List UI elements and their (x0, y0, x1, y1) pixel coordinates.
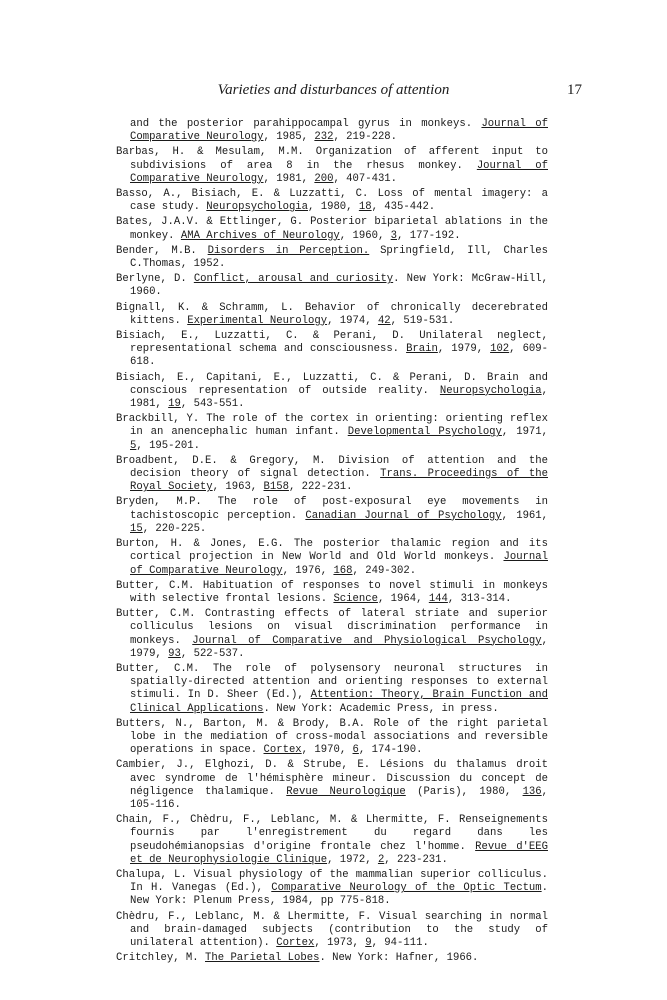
citation-text: Chain, F., Chèdru, F., Leblanc, M. & Lhermitte, F. Renseignements fournis par l'enregistrement du regard dans les pseudohémianopsias d'origine frontale chez l'homme. (116, 814, 548, 853)
citation-text: Butter, C.M. Habituation of responses to novel stimuli in monkeys with selective frontal lesions. (116, 579, 548, 605)
volume: 93 (168, 647, 181, 660)
reference-entry (116, 911, 548, 951)
reference-entry (116, 273, 548, 299)
reference-entry (116, 608, 548, 661)
citation-text: Basso, A., Bisiach, E. & Luzzatti, C. Loss of mental imagery: a case study. (116, 188, 548, 214)
citation-text: , 1980, (308, 201, 359, 214)
citation-text: Berlyne, D. (116, 273, 194, 286)
citation-text: and the posterior parahippocampal gyrus in monkeys. (130, 118, 482, 130)
citation-text: , 220-225. (142, 522, 207, 535)
source-title: Revue d'EEG et de Neurophysiologie Clinique (130, 840, 548, 866)
citation-text: , 223-231. (384, 853, 448, 866)
volume: 6 (352, 744, 359, 757)
source-title: Journal of Comparative Neurology (130, 118, 548, 144)
reference-entry (116, 455, 548, 495)
reference-entry (116, 538, 548, 578)
citation-text: Bisiach, E., Capitani, E., Luzzatti, C. & Perani, D. Brain and conscious representation of outside reality. (116, 371, 548, 397)
volume: 9 (365, 936, 372, 949)
reference-entry (116, 814, 548, 867)
reference-list (116, 118, 548, 967)
volume: 102 (490, 343, 510, 356)
reference-entry (116, 580, 548, 606)
citation-text: , 249-302. (352, 564, 417, 577)
citation-text: , 195-201. (136, 439, 200, 452)
source-title: Cortex (263, 744, 302, 757)
source-title: Attention: Theory, Brain Function and Clinical Applications (130, 689, 548, 715)
citation-text: , 174-190. (358, 744, 423, 757)
citation-text: , 1964, (377, 592, 429, 605)
volume: 200 (314, 172, 334, 185)
citation-text: , 435-442. (371, 201, 436, 214)
volume: 2 (377, 853, 385, 866)
source-title: Comparative Neurology of the Optic Tectum (271, 882, 542, 895)
reference-entry (116, 245, 548, 271)
citation-text: . New York: McGraw-Hill, 1960. (130, 273, 548, 299)
reference-entry (116, 869, 548, 909)
citation-text: , 519-531. (390, 314, 455, 327)
citation-text: , 1973, (314, 936, 366, 949)
citation-text: Bender, M.B. (116, 244, 208, 257)
citation-text: , 1963, (212, 481, 264, 494)
citation-text: Chalupa, L. Visual physiology of the mammalian superior colliculus. In H. Vanegas (Ed.), (116, 868, 548, 895)
citation-text: , 1979, (437, 343, 491, 356)
citation-text: Butters, N., Barton, M. & Brody, B.A. Role of the right parietal lobe in the mediation of cross-modal associations and reversible operations in space. (116, 717, 548, 757)
citation-text: . New York: Plenum Press, 1984, pp 775-818. (130, 882, 548, 908)
citation-text: Critchley, M. (116, 952, 206, 965)
source-title: Science (333, 592, 378, 605)
reference-entry (116, 663, 548, 716)
citation-text: , 1979, (130, 634, 548, 660)
reference-entry (116, 118, 548, 144)
citation-text: , 1971, (501, 426, 548, 439)
source-title: Developmental Psychology (347, 426, 502, 439)
volume: 3 (390, 229, 398, 242)
reference-entry (116, 496, 548, 536)
reference-entry (116, 216, 548, 242)
source-title: Journal of Comparative and Physiological Psychology (192, 634, 542, 647)
citation-text: , 219-228. (333, 131, 398, 144)
citation-text: Bates, J.A.V. & Ettlinger, G. Posterior biparietal ablations in the monkey. (116, 216, 548, 242)
reference-entry (116, 718, 548, 758)
reference-entry (116, 372, 548, 412)
citation-text: , 1960, (339, 229, 391, 242)
source-title: Disorders in Perception. (207, 244, 370, 257)
citation-text: , 94-111. (371, 936, 429, 949)
volume: 18 (358, 201, 372, 214)
citation-text: Burton, H. & Jones, E.G. The posterior thalamic region and its cortical projection in New World and Old World monkeys. (116, 538, 548, 564)
volume: 15 (130, 522, 143, 535)
citation-text: Broadbent, D.E. & Gregory, M. Division of attention and the decision theory of signal detection. (116, 454, 548, 481)
source-title: Brain (406, 343, 438, 356)
running-title: Varieties and disturbances of attention (217, 82, 450, 98)
citation-text: , 407-431. (333, 172, 398, 185)
source-title: Experimental Neurology (187, 314, 328, 327)
source-title: Conflict, arousal and curiosity (193, 273, 394, 286)
running-header (0, 82, 667, 102)
citation-text: Brackbill, Y. The role of the cortex in orienting: orienting reflex in an anencephalic human infant. (116, 413, 548, 439)
citation-text: , 543-551. (180, 398, 245, 411)
source-title: Cortex (276, 936, 315, 949)
citation-text: , 313-314. (447, 592, 512, 605)
citation-text: , 1981, (263, 172, 315, 185)
citation-text: , 177-192. (397, 229, 461, 242)
citation-text: , 222-231. (288, 481, 353, 494)
reference-entry (116, 952, 548, 965)
source-title: Trans. Proceedings of the Royal Society (130, 468, 548, 494)
volume: 232 (314, 131, 334, 144)
citation-text: , 522-537. (180, 647, 245, 660)
citation-text: , 1981, (130, 384, 548, 411)
citation-text: Bisiach, E., Luzzatti, C. & Perani, D. Unilateral neglect, representational schema and consciousness. (116, 330, 548, 356)
reference-entry (116, 302, 548, 328)
reference-entry (116, 188, 548, 214)
page-number: 17 (567, 82, 582, 98)
source-title: The Parietal Lobes (205, 952, 320, 965)
volume: B158 (263, 481, 289, 494)
volume: 19 (168, 398, 181, 411)
citation-text: , 105-116. (130, 785, 548, 811)
reference-entry (116, 330, 548, 370)
volume: 144 (428, 592, 448, 605)
citation-text: , 1961, (501, 509, 548, 522)
citation-text: Barbas, H. & Mesulam, M.M. Organization of afferent input to subdivisions of area 8 in the rhesus monkey. (116, 146, 548, 172)
citation-text: . New York: Academic Press, in press. (263, 702, 499, 715)
source-title: Journal of Comparative Neurology (130, 551, 548, 577)
citation-text: . New York: Hafner, 1966. (319, 952, 479, 965)
citation-text: Bignall, K. & Schramm, L. Behavior of chronically decerebrated kittens. (116, 301, 548, 327)
citation-text: Bryden, M.P. The role of post-exposural eye movements in tachistoscopic perception. (116, 496, 548, 522)
source-title: Neuropsychologia (206, 201, 309, 214)
source-title: Journal of Comparative Neurology (130, 159, 548, 185)
reference-entry (116, 759, 548, 812)
volume: 5 (130, 439, 137, 452)
citation-text: Butter, C.M. The role of polysensory neuronal structures in spatially-directed attention and orienting responses to external stimuli. In D. Sheer (Ed.), (116, 662, 548, 702)
volume: 136 (522, 785, 542, 798)
citation-text: , 1972, (327, 853, 378, 866)
citation-text: , 1970, (301, 744, 353, 757)
reference-entry (116, 146, 548, 186)
volume: 168 (333, 564, 353, 577)
citation-text: , 1985, (263, 131, 315, 144)
citation-text: Springfield, Ill, Charles C.Thomas, 1952. (130, 244, 548, 271)
source-title: Revue Neurologique (286, 785, 406, 798)
source-title: AMA Archives of Neurology (180, 229, 340, 242)
volume: 42 (377, 314, 391, 327)
citation-text: , 609-618. (130, 343, 548, 369)
citation-text: Chèdru, F., Leblanc, M. & Lhermitte, F. Visual searching in normal and brain-damaged subjects (contribution to the study of unilateral attention). (116, 910, 548, 949)
citation-text: , 1976, (282, 564, 334, 577)
source-title: Canadian Journal of Psychology (305, 509, 502, 522)
citation-text: Butter, C.M. Contrasting effects of lateral striate and superior colliculus lesions on visual discrimination performance in monkeys. (116, 608, 548, 647)
reference-entry (116, 413, 548, 453)
citation-text: (Paris), 1980, (405, 785, 523, 798)
source-title: Neuropsychologia (439, 384, 542, 397)
citation-text: , 1974, (327, 314, 378, 327)
citation-text: Cambier, J., Elghozi, D. & Strube, E. Lésions du thalamus droit avec syndrome de l'hémisphère mineur. Discussion du concept de négligence thalamique. (116, 759, 548, 798)
